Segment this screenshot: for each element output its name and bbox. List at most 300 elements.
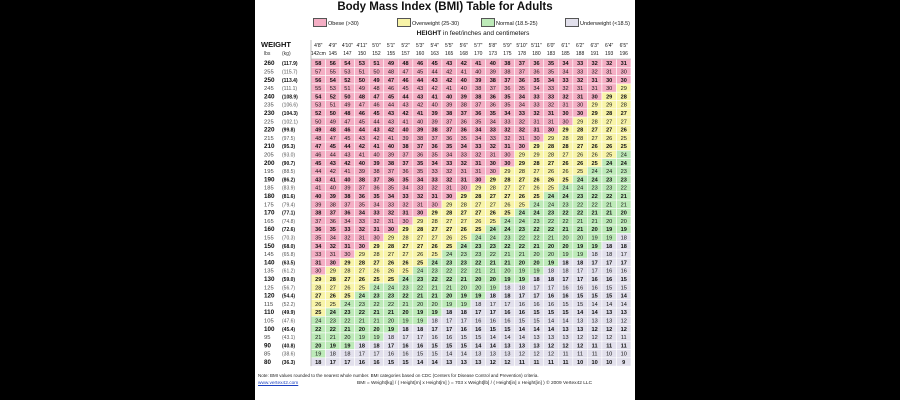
bmi-value: 16 — [358, 360, 366, 366]
bmi-value: 36 — [489, 102, 496, 109]
bmi-value: 32 — [504, 127, 511, 134]
bmi-value: 15 — [504, 326, 511, 333]
bmi-value: 38 — [475, 86, 482, 93]
height-cm-label: 183 — [546, 51, 556, 57]
bmi-value: 13 — [533, 343, 540, 350]
bmi-value: 47 — [373, 94, 380, 101]
height-ft-label: 5'1" — [386, 43, 396, 49]
bmi-value: 33 — [533, 94, 540, 101]
bmi-value: 31 — [475, 169, 482, 176]
bmi-value: 27 — [562, 152, 569, 159]
bmi-value: 20 — [475, 285, 482, 292]
bmi-value: 16 — [562, 293, 569, 300]
bmi-value: 16 — [504, 318, 511, 325]
bmi-value: 42 — [446, 77, 453, 84]
bmi-value: 24 — [416, 268, 424, 275]
bmi-value: 20 — [620, 210, 627, 217]
bmi-value: 12 — [606, 335, 613, 342]
bmi-value: 25 — [547, 185, 555, 192]
bmi-value: 19 — [533, 268, 540, 275]
bmi-value: 42 — [387, 127, 395, 134]
bmi-value: 24 — [606, 160, 613, 167]
bmi-value: 17 — [489, 301, 496, 308]
bmi-value: 13 — [591, 318, 598, 325]
weight-kg-label: (72.6) — [282, 227, 296, 234]
bmi-value: 18 — [329, 351, 336, 358]
bmi-value: 12 — [489, 360, 496, 366]
bmi-value: 17 — [504, 301, 511, 308]
bmi-value: 26 — [460, 227, 467, 234]
bmi-value: 28 — [358, 260, 366, 267]
bmi-value: 49 — [329, 119, 336, 126]
bmi-value: 24 — [518, 218, 526, 225]
bmi-value: 21 — [547, 235, 555, 242]
bmi-value: 27 — [373, 260, 380, 267]
bmi-value: 13 — [562, 335, 569, 342]
weight-lbs-label: 165 — [264, 218, 274, 225]
bmi-value: 22 — [518, 243, 526, 250]
bmi-value: 16 — [402, 351, 409, 358]
bmi-value: 31 — [576, 86, 584, 93]
bmi-value: 34 — [387, 194, 395, 200]
bmi-value: 31 — [344, 243, 351, 250]
bmi-value: 21 — [315, 335, 322, 342]
bmi-value: 30 — [315, 268, 322, 275]
bmi-value: 35 — [547, 61, 555, 68]
bmi-value: 13 — [518, 343, 526, 350]
bmi-value: 22 — [460, 268, 467, 275]
bmi-value: 26 — [344, 285, 351, 292]
bmi-value: 48 — [358, 94, 366, 101]
bmi-value: 17 — [475, 310, 482, 317]
bmi-value: 53 — [358, 61, 366, 68]
bmi-value: 16 — [460, 326, 467, 333]
bmi-value: 34 — [518, 102, 526, 109]
weight-kg-label: (52.2) — [282, 301, 296, 308]
weight-lbs-label: 195 — [264, 169, 274, 176]
bmi-value: 21 — [475, 268, 482, 275]
weight-kg-label: (117.9) — [282, 61, 298, 68]
bmi-value: 26 — [329, 293, 336, 300]
bmi-value: 30 — [620, 77, 627, 84]
bmi-value: 31 — [547, 111, 555, 117]
bmi-value: 52 — [344, 77, 351, 84]
bmi-value: 26 — [446, 235, 453, 242]
bmi-value: 39 — [431, 111, 438, 117]
bmi-value: 18 — [620, 235, 627, 242]
bmi-value: 20 — [416, 301, 424, 308]
bmi-value: 21 — [431, 293, 438, 300]
bmi-value: 36 — [533, 61, 540, 68]
bmi-value: 11 — [562, 351, 569, 358]
bmi-value: 43 — [387, 119, 395, 126]
bmi-value: 35 — [431, 152, 438, 159]
footnote: Note: BMI values rounded to the nearest whole number. BMI categories based on CDC (Centers for Disease Control and Prevention) criteria. — [258, 373, 539, 378]
bmi-value: 27 — [329, 285, 336, 292]
bmi-value: 16 — [620, 268, 627, 275]
bmi-value: 33 — [358, 218, 366, 225]
bmi-value: 20 — [533, 252, 540, 259]
bmi-value: 29 — [416, 218, 424, 225]
bmi-value: 21 — [576, 218, 584, 225]
bmi-value: 26 — [431, 243, 438, 250]
bmi-value: 46 — [315, 152, 322, 159]
bmi-value: 14 — [518, 335, 526, 342]
height-cm-label: 178 — [517, 51, 527, 57]
bmi-value: 17 — [446, 326, 453, 333]
bmi-value: 21 — [533, 243, 540, 250]
bmi-value: 48 — [344, 111, 351, 117]
weight-lbs-label: 160 — [264, 226, 275, 234]
bmi-value: 22 — [446, 268, 453, 275]
weight-lbs-label: 220 — [264, 126, 275, 134]
bmi-value: 27 — [315, 293, 322, 300]
bmi-value: 20 — [562, 243, 569, 250]
weight-kg-label: (43.1) — [282, 335, 296, 342]
bmi-value: 40 — [446, 94, 453, 101]
bmi-value: 29 — [576, 119, 584, 126]
bmi-value: 14 — [591, 301, 598, 308]
bmi-value: 26 — [489, 210, 496, 217]
bmi-value: 15 — [547, 310, 555, 317]
bmi-value: 29 — [562, 127, 569, 134]
bmi-value: 35 — [504, 94, 511, 101]
bmi-value: 37 — [329, 210, 336, 217]
bmi-value: 18 — [576, 260, 584, 267]
bmi-value: 24 — [620, 152, 627, 159]
height-ft-label: 6'1" — [561, 43, 570, 49]
bmi-value: 30 — [387, 227, 395, 234]
bmi-value: 20 — [591, 227, 598, 234]
bmi-value: 15 — [460, 343, 467, 350]
bmi-value: 55 — [329, 69, 336, 76]
bmi-value: 39 — [446, 102, 453, 109]
bmi-value: 22 — [518, 235, 526, 242]
bmi-value: 34 — [533, 86, 540, 93]
bmi-value: 26 — [373, 268, 380, 275]
bmi-value: 26 — [576, 152, 584, 159]
bmi-value: 21 — [620, 194, 627, 200]
bmi-value: 22 — [446, 277, 453, 283]
height-ft-label: 5'4" — [430, 43, 439, 49]
bmi-value: 14 — [475, 343, 482, 350]
height-axis-label: HEIGHT in feet/inches and centimeters — [416, 30, 530, 37]
weight-kg-label: (93.0) — [282, 152, 296, 159]
weight-kg-label: (38.6) — [282, 351, 296, 358]
bmi-value: 56 — [315, 77, 322, 84]
bmi-value: 45 — [431, 61, 438, 68]
bmi-value: 31 — [547, 119, 555, 126]
bmi-value: 31 — [329, 252, 336, 259]
legend-item-obese: Obese (>30) — [313, 18, 359, 27]
bmi-value: 29 — [402, 227, 409, 234]
bmi-value: 28 — [460, 202, 467, 209]
bmi-value: 11 — [518, 360, 525, 366]
bmi-value: 31 — [533, 119, 540, 126]
bmi-value: 29 — [431, 210, 438, 217]
bmi-value: 15 — [460, 335, 467, 342]
height-ft-label: 6'3" — [590, 43, 599, 49]
weight-kg-label: (77.1) — [282, 210, 296, 217]
weight-kg-label: (54.4) — [282, 293, 296, 300]
height-ft-label: 4'11" — [356, 43, 368, 49]
bmi-value: 24 — [373, 285, 380, 292]
height-cm-label: 168 — [459, 51, 468, 57]
bmi-value: 19 — [576, 252, 584, 259]
bmi-value: 40 — [315, 194, 322, 200]
bmi-value: 23 — [402, 285, 409, 292]
bmi-value: 42 — [402, 111, 409, 117]
bmi-value: 24 — [547, 202, 555, 209]
bmi-value: 40 — [344, 177, 351, 184]
bmi-value: 29 — [344, 260, 351, 267]
bmi-value: 22 — [562, 210, 569, 217]
bmi-value: 31 — [591, 77, 598, 84]
bmi-value: 33 — [518, 111, 526, 117]
bmi-value: 27 — [518, 177, 526, 184]
bmi-value: 43 — [387, 111, 395, 117]
bmi-value: 34 — [431, 160, 438, 167]
bmi-value: 35 — [373, 194, 380, 200]
bmi-value: 33 — [431, 169, 438, 176]
bmi-value: 57 — [315, 69, 322, 76]
bmi-value: 35 — [489, 111, 496, 117]
bmi-value: 24 — [576, 185, 584, 192]
bmi-value: 16 — [576, 285, 584, 292]
bmi-value: 22 — [402, 293, 409, 300]
bmi-value: 22 — [416, 285, 424, 292]
bmi-value: 45 — [416, 69, 424, 76]
bmi-value: 40 — [460, 86, 467, 93]
bmi-value: 30 — [358, 243, 366, 250]
bmi-value: 19 — [591, 243, 598, 250]
bmi-value: 29 — [460, 194, 467, 200]
bmi-value: 18 — [591, 252, 598, 259]
bmi-value: 25 — [446, 243, 453, 250]
bmi-value: 41 — [475, 61, 482, 68]
bmi-value: 13 — [606, 310, 613, 317]
bmi-value: 17 — [373, 351, 380, 358]
bmi-value: 30 — [431, 202, 438, 209]
bmi-value: 23 — [489, 243, 496, 250]
bmi-value: 40 — [460, 77, 467, 84]
bmi-value: 25 — [431, 252, 438, 259]
bmi-value: 49 — [387, 61, 395, 68]
weight-lbs-label: 245 — [264, 86, 274, 93]
bmi-value: 23 — [387, 293, 395, 300]
bmi-value: 40 — [329, 185, 336, 192]
bmi-value: 20 — [533, 260, 540, 267]
bmi-value: 18 — [431, 318, 438, 325]
bmi-value: 49 — [315, 127, 322, 134]
bmi-value: 29 — [620, 86, 627, 93]
weight-lbs-label: 260 — [264, 60, 275, 68]
bmi-value: 19 — [606, 235, 613, 242]
bmi-value: 28 — [504, 177, 511, 184]
bmi-value: 45 — [329, 144, 336, 151]
bmi-value: 38 — [402, 144, 409, 151]
bmi-value: 37 — [489, 86, 496, 93]
bmi-value: 22 — [475, 260, 482, 267]
bmi-value: 28 — [373, 252, 380, 259]
bmi-value: 36 — [373, 185, 380, 192]
bmi-value: 21 — [562, 227, 569, 234]
bmi-value: 24 — [518, 210, 526, 217]
bmi-value: 17 — [460, 318, 467, 325]
bmi-value: 33 — [547, 86, 555, 93]
weight-lbs-label: 80 — [264, 359, 272, 366]
bmi-value: 12 — [620, 318, 627, 325]
bmi-value: 17 — [576, 277, 584, 283]
bmi-value: 32 — [562, 86, 569, 93]
bmi-value: 23 — [416, 277, 424, 283]
bmi-value: 44 — [431, 69, 438, 76]
height-ft-label: 5'10" — [516, 43, 528, 49]
bmi-value: 35 — [387, 185, 395, 192]
vertex42-link[interactable]: www.vertex42.com — [258, 381, 299, 386]
bmi-value: 11 — [562, 360, 569, 366]
weight-kg-label: (45.4) — [282, 326, 296, 333]
bmi-value: 35 — [504, 102, 511, 109]
weight-kg-label: (99.8) — [282, 127, 296, 134]
bmi-value: 14 — [576, 310, 584, 317]
bmi-value: 43 — [373, 127, 380, 134]
bmi-value: 34 — [562, 61, 569, 68]
bmi-value: 19 — [358, 335, 366, 342]
bmi-value: 13 — [446, 360, 453, 366]
height-cm-label: 185 — [561, 51, 570, 57]
bmi-value: 13 — [460, 360, 467, 366]
bmi-value: 23 — [344, 310, 351, 317]
height-cm-label: 175 — [503, 51, 512, 57]
weight-kg-label: (90.7) — [282, 160, 296, 167]
bmi-value: 16 — [591, 285, 598, 292]
bmi-value: 33 — [489, 135, 496, 142]
bmi-value: 33 — [373, 210, 380, 217]
bmi-value: 27 — [620, 119, 627, 126]
bmi-value: 15 — [620, 277, 627, 283]
weight-lbs-label: 145 — [264, 252, 274, 259]
weight-lbs-label: 150 — [264, 242, 275, 250]
bmi-value: 30 — [562, 119, 569, 126]
bmi-value: 19 — [416, 318, 424, 325]
bmi-value: 24 — [446, 252, 453, 259]
bmi-value: 12 — [518, 351, 526, 358]
bmi-value: 36 — [489, 94, 496, 101]
bmi-value: 42 — [460, 61, 467, 68]
bmi-value: 25 — [387, 277, 395, 283]
bmi-value: 27 — [431, 227, 438, 234]
bmi-value: 28 — [591, 119, 598, 126]
bmi-value: 53 — [329, 86, 336, 93]
bmi-value: 24 — [562, 194, 569, 200]
bmi-value: 13 — [533, 335, 540, 342]
bmi-value: 27 — [446, 227, 453, 234]
weight-lbs-label: 95 — [264, 335, 271, 342]
bmi-value: 37 — [475, 102, 482, 109]
bmi-value: 20 — [547, 252, 555, 259]
weight-kg-label: (74.8) — [282, 218, 296, 225]
bmi-value: 49 — [358, 86, 366, 93]
bmi-value: 35 — [329, 227, 336, 234]
bmi-value: 19 — [402, 318, 409, 325]
bmi-value: 13 — [547, 335, 555, 342]
bmi-value: 36 — [460, 119, 467, 126]
bmi-value: 28 — [533, 160, 540, 167]
bmi-value: 30 — [489, 169, 496, 176]
bmi-value: 29 — [387, 235, 395, 242]
bmi-value: 24 — [315, 318, 322, 325]
bmi-value: 10 — [606, 351, 613, 358]
bmi-value: 28 — [416, 227, 424, 234]
bmi-value: 28 — [446, 210, 453, 217]
bmi-value: 37 — [416, 144, 424, 151]
bmi-value: 15 — [576, 301, 584, 308]
legend-item-underweight: Underweight (<18.5) — [565, 18, 630, 27]
weight-kg-label: (81.6) — [282, 194, 296, 200]
bmi-value: 33 — [533, 102, 540, 109]
bmi-value: 23 — [620, 169, 627, 176]
height-ft-label: 5'3" — [415, 43, 425, 49]
weight-kg-label: (56.7) — [282, 285, 296, 292]
bmi-table-sheet — [255, 0, 635, 400]
weight-lbs-label: 185 — [264, 185, 274, 192]
bmi-value: 36 — [344, 210, 351, 217]
bmi-value: 23 — [533, 218, 540, 225]
bmi-value: 34 — [475, 127, 482, 134]
bmi-value: 30 — [416, 210, 424, 217]
bmi-value: 17 — [591, 260, 598, 267]
bmi-value: 28 — [547, 144, 555, 151]
bmi-value: 35 — [402, 177, 409, 184]
bmi-value: 33 — [576, 61, 584, 68]
bmi-value: 31 — [489, 152, 496, 159]
bmi-value: 19 — [576, 243, 584, 250]
bmi-value: 37 — [518, 61, 526, 68]
bmi-value: 36 — [358, 194, 366, 200]
bmi-value: 28 — [562, 135, 569, 142]
chart-title: Body Mass Index (BMI) Table for Adults — [337, 1, 553, 13]
bmi-value: 20 — [431, 301, 438, 308]
bmi-value: 27 — [504, 194, 511, 200]
bmi-value: 15 — [431, 343, 438, 350]
bmi-value: 12 — [547, 351, 555, 358]
bmi-value: 18 — [620, 243, 627, 250]
bmi-value: 20 — [547, 243, 555, 250]
bmi-value: 41 — [358, 152, 366, 159]
bmi-value: 34 — [547, 77, 555, 84]
weight-kg-label: (115.7) — [282, 69, 298, 76]
bmi-value: 12 — [547, 343, 555, 350]
weight-kg-label: (47.6) — [282, 318, 296, 325]
bmi-value: 14 — [460, 351, 467, 358]
bmi-value: 29 — [533, 144, 540, 151]
bmi-value: 10 — [620, 351, 627, 358]
bmi-value: 45 — [315, 160, 322, 167]
weight-kg-label: (86.2) — [282, 177, 296, 184]
bmi-value: 24 — [460, 243, 467, 250]
bmi-value: 32 — [431, 185, 438, 192]
bmi-value: 19 — [446, 301, 453, 308]
bmi-value: 14 — [446, 351, 453, 358]
bmi-value: 17 — [620, 260, 627, 267]
weight-kg-label: (108.9) — [282, 94, 298, 101]
bmi-value: 28 — [431, 218, 438, 225]
bmi-value: 35 — [416, 160, 424, 167]
bmi-value: 19 — [344, 343, 351, 350]
weight-lbs-label: 110 — [264, 309, 275, 317]
bmi-value: 17 — [358, 351, 366, 358]
